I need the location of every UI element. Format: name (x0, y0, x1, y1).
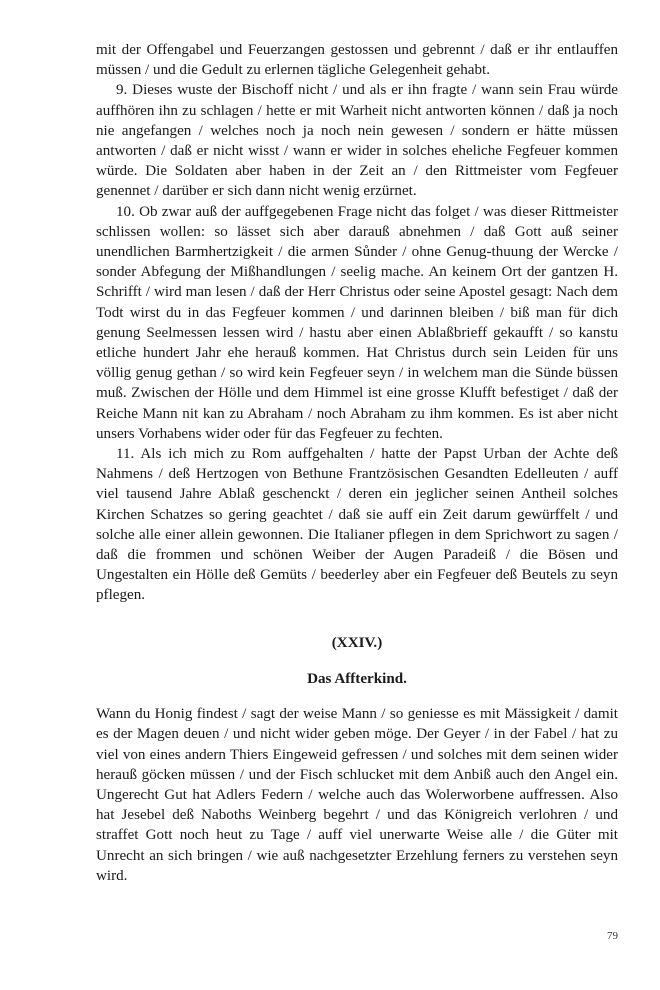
chapter-opening-paragraph: Wann du Honig findest / sagt der weise Mann / so geniesse es mit Mässigkeit / damit es der Magen deuen / und nicht wider geben möge. Der Geyer / in der Fabel / hat zu viel von eines andern Thiers Eingeweid gefressen / und solches mit dem seinen wider herauß göcken müssen / und der Fisch schlucket mit dem Anbiß auch den Angel ein. Ungerecht Gut hat Adlers Federn / welche auch das Wolerworbene auffressen. Also hat Jesebel deß Naboths Weinberg begehrt / und das Königreich verlohren / und straffet Gott noch heut zu Tage / auff viel unerwarte Weise alle / die Güter mit Unrecht an sich bringen / wie auß nachgesetzter Erzehlung ferners zu verstehen seyn wird. (96, 706, 618, 884)
paragraph-11: 11. Als ich mich zu Rom auffgehalten / hatte der Papst Urban der Achte deß Nahmens / deß Hertzogen von Bethune Frantzösischen Gesandten Edelleuten / auff viel tausend Jahre Ablaß geschenckt / deren ein jeglicher seinen Antheil solches Kirchen Schatzes so gering geachtet / daß sie auff ein Zeit darum gewürffelt / und solche alle einer allein gewonnen. Die Italianer pflegen in dem Sprichwort zu sagen / daß die frommen und schönen Weiber der Augen Paradeiß / die Bösen und Ungestalten ein Hölle deß Gemüts / beederley aber ein Fegfeuer deß Beutels zu seyn pflegen. (96, 446, 618, 604)
chapter-number: (XXIV.) (331, 634, 383, 651)
paragraph-10: 10. Ob zwar auß der auffgegebenen Frage nicht das folget / was dieser Rittmeister schlissen wollen: so lässet sich aber darauß abnehmen / daß Gott auß seiner unendlichen Barmhertzigkeit / die armen Sůnder / ohne Genug-thuung der Wercke / sonder Abfegung der Mißhandlungen / seelig mache. An keinem Ort der gantzen H. Schrifft / wird man lesen / daß der Herr Christus oder seine Apostel gesagt: Nach dem Todt wirst du in das Fegfeuer kommen / und darinnen bleiben / biß man für dich genung Seelmessen lessen wird / hastu aber einen Ablaßbrieff gekaufft / so kanstu etliche hundert Jahr ehe herauß kommen. Hat Christus durch sein Leiden für uns völlig genug gethan / so wird kein Fegfeuer seyn / in welchem man die Sünde büssen muß. Zwischen der Hölle und dem Himmel ist eine grosse Klufft befestiget / daß der Reiche Mann nit kan zu Abraham / noch Abraham zu ihm kommen. Es ist aber nicht unsers Vorhabens wider oder für das Fegfeuer zu fechten. (96, 203, 618, 442)
paragraph-continuation: mit der Offengabel und Feuerzangen gestossen und gebrennt / daß er ihr entlauffen müssen / und die Gedult zu erlernen tägliche Gelegenheit gehabt. (96, 42, 618, 79)
page-number: 79 (607, 930, 618, 942)
paragraph-9: 9. Dieses wuste der Bischoff nicht / und als er ihn fragte / wann sein Frau würde auffhören ihn zu schlagen / hette er mit Warheit nicht antworten können / daß ja noch nie angefangen / welches noch ja noch nein gewesen / sondern er hätte müssen antworten / daß er nicht wisst / wann er wider in solches eheliche Fegfeuer kommen würde. Die Soldaten aber haben in der Zeit an / den Rittmeister vom Fegfeuer genennet / darüber er sich dann nicht wenig erzürnet. (96, 82, 618, 200)
page-body (96, 40, 618, 886)
chapter-title: Das Affterkind. (307, 670, 407, 687)
